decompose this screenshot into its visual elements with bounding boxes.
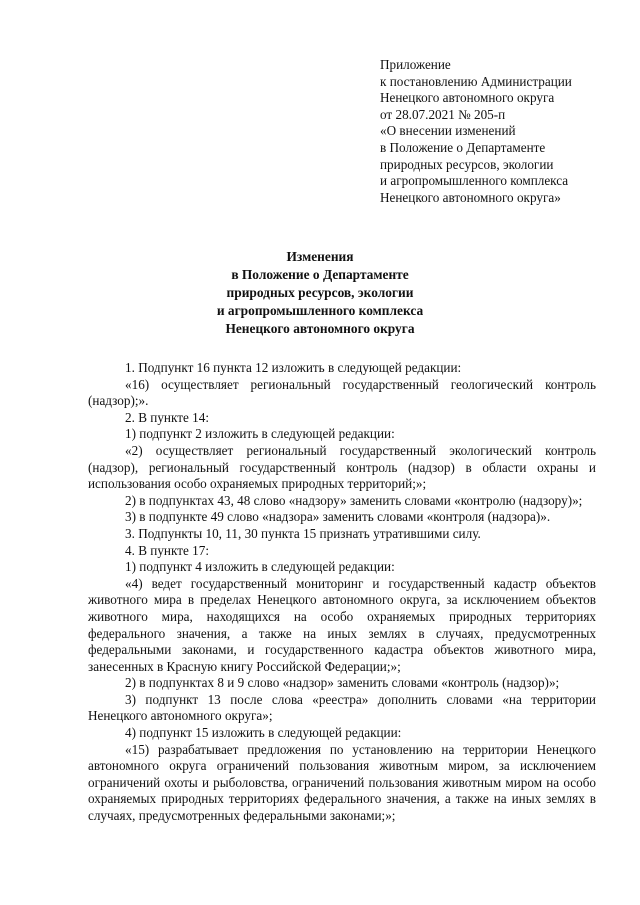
paragraph: 2. В пункте 14: (125, 409, 209, 425)
paragraph: 1) подпункт 2 изложить в следующей редакции: (125, 426, 395, 442)
paragraph: 1) подпункт 4 изложить в следующей редакции: (125, 559, 395, 575)
title-line: Изменения (286, 249, 354, 264)
header-line: Ненецкого автономного округа (380, 90, 555, 106)
paragraph: 3) в подпункте 49 слово «надзора» заменить словами «контроля (надзора)». (125, 509, 551, 525)
paragraph: 1. Подпункт 16 пункта 12 изложить в следующей редакции: (125, 360, 462, 375)
title-line: и агропромышленного комплекса (216, 303, 424, 318)
title-line: природных ресурсов, экологии (226, 285, 414, 300)
paragraph: 3. Подпункты 10, 11, 30 пункта 15 признать утратившими силу. (125, 525, 481, 541)
header-line: от 28.07.2021 № 205-п (380, 106, 506, 122)
paragraph: «2) осуществляет региональный государственный экологический контроль (надзор), региональный государственный контроль (надзор) в области охраны и использования особо охраняемых природных территорий;»; (88, 442, 596, 492)
header-line: «О внесении изменений (380, 123, 516, 139)
document-attachment-header (380, 57, 630, 206)
header-line: природных ресурсов, экологии (380, 156, 554, 172)
document-title (150, 248, 490, 338)
header-line: в Положение о Департаменте (380, 139, 546, 155)
header-line: Приложение (380, 57, 451, 72)
header-line: Ненецкого автономного округа» (380, 189, 561, 205)
paragraph: 3) подпункт 13 после слова «реестра» дополнить словами «на территории Ненецкого автономного округа»; (88, 691, 596, 724)
paragraph: «15) разрабатывает предложения по установлению на территории Ненецкого автономного округа ограничений пользования животным миром, за исключением ограничений охоты и рыболовства, ограничений пользования животным миром на особо охраняемых природных территориях федерального значения, а также на иных землях в случаях, предусмотренных федеральными законами;»; (88, 741, 596, 824)
title-line: в Положение о Департаменте (231, 267, 409, 282)
paragraph: 2) в подпунктах 8 и 9 слово «надзор» заменить словами «контроль (надзор)»; (125, 675, 560, 691)
header-line: к постановлению Администрации (380, 73, 572, 89)
document-body (88, 360, 596, 825)
paragraph: 4. В пункте 17: (125, 542, 209, 558)
paragraph: 2) в подпунктах 43, 48 слово «надзору» заменить словами «контролю (надзору)»; (125, 492, 583, 508)
title-line: Ненецкого автономного округа (225, 321, 415, 336)
header-line: и агропромышленного комплекса (380, 173, 569, 189)
paragraph: 4) подпункт 15 изложить в следующей редакции: (125, 725, 402, 741)
paragraph: «16) осуществляет региональный государственный геологический контроль (надзор);». (88, 376, 596, 409)
paragraph: «4) ведет государственный мониторинг и государственный кадастр объектов животного мира в пределах Ненецкого автономного округа, за исключением объектов животного мира, находящихся на особо охраняемых природных территориях федерального значения, а также на иных землях в случаях, предусмотренных федеральными законами, и государственного кадастра объектов животного мира, занесенных в Красную книгу Российской Федерации;»; (88, 575, 596, 674)
